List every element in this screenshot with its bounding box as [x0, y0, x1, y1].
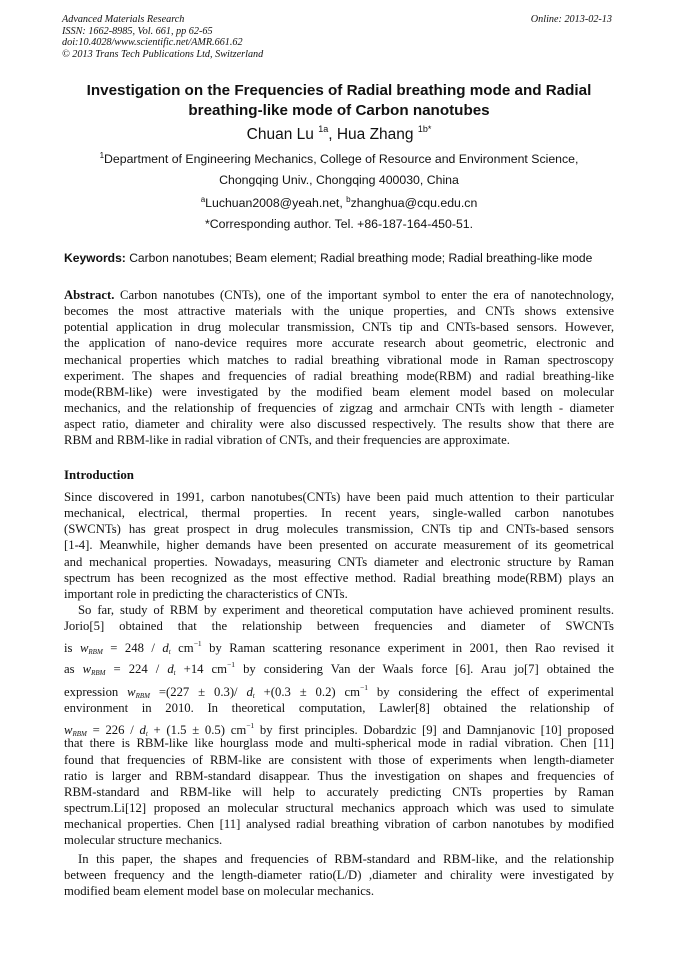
intro-line: spectrum has been recognized as the most effective method. Radial breathing mode(RBM) plays an	[64, 570, 614, 585]
formula-line-2: as $w_{RBM} = 224 / d_t +14$ $cm^{-1}$ by considering Van der Waals force [6]. Arau jo[7] obtained the	[64, 660, 614, 678]
intro-paragraph-2	[64, 602, 614, 848]
author-1-sup: 1a	[318, 124, 329, 134]
intro-line: In this paper, the shapes and frequencies of RBM-standard and RBM-like, and the relationship	[78, 852, 614, 866]
abstract-line: becomes the most attractive materials with the unique properties, and CNTs shows extensive	[64, 304, 614, 319]
abstract-line: aspect ratio, diameter and chirality were also discussed respectively. The results show that there are	[64, 417, 614, 432]
intro-line: environment in 2010. In theoretical computation, Lawler[8] obtained the relationship of	[64, 701, 614, 716]
intro-line: mechanical properties. Chen [11] analysed radial breathing vibration of carbon nanotubes by modified	[64, 817, 614, 832]
intro-line: spectrum.Li[12] proposed an molecular structural mechanics approach which was used to simulate	[64, 800, 614, 815]
paper-title	[40, 81, 638, 120]
title-line-1: Investigation on the Frequencies of Radial breathing mode and Radial	[86, 82, 592, 99]
author-2: Hua Zhang	[336, 126, 414, 143]
formula-line-1: is $w_{RBM} = 248 / d_t$ $cm^{-1}$ by Raman scattering resonance experiment in 2001, then Rao revised it	[64, 639, 614, 657]
abstract-line: Abstract. Carbon nanotubes (CNTs), one of the important symbol to enter the era of nanotechnology,	[64, 288, 614, 302]
formula-jorio: $w_{RBM} = 248 / d_t$ $cm^{-1}$	[79, 639, 202, 657]
formula-line-4: $w_{RBM} = 226 / d_t + (1.5 \pm 0.5)$ $cm^{-1}$ by first principles. Dobardzic [9] and Damnjanovic [10] proposed	[64, 721, 614, 739]
intro-line: RBM-standard and RBM-like will help to accurately predicting CNTs properties by Raman	[64, 784, 614, 799]
intro-line: and mechanical properties. Nowadays, measuring CNTs diameter and electronic structure by Raman	[64, 554, 614, 569]
intro-paragraph-1	[64, 489, 614, 602]
abstract-label: Abstract.	[64, 288, 115, 302]
intro-line: modified beam element model base on molecular mechanics.	[64, 884, 375, 899]
title-line-2: breathing-like mode of Carbon nanotubes	[188, 101, 490, 119]
author-list	[40, 124, 638, 144]
formula-line-3: expression $w_{RBM} =(227 \pm 0.3)/$ $d_t +(0.3 \pm 0.2)$ $cm^{-1}$ by considering the effect of experimental	[64, 683, 614, 701]
intro-line: molecular structure mechanics.	[64, 833, 223, 848]
intro-line: [1-4]. Meanwhile, higher demands have been presented on accurate measurement of its geometrical	[64, 538, 614, 553]
formula-araujo: $w_{RBM} =(227 \pm 0.3)/$ $d_t +(0.3 \pm 0.2)$ $cm^{-1}$	[127, 683, 368, 701]
email-b[interactable]: zhanghua@cqu.edu.cn	[350, 196, 478, 210]
formula-lawler: $w_{RBM} = 226 / d_t + (1.5 \pm 0.5)$ $cm^{-1}$	[64, 721, 255, 739]
affiliation-line-2: Chongqing Univ., Chongqing 400030, China	[219, 173, 459, 187]
email-a[interactable]: Luchuan2008@yeah.net,	[205, 196, 347, 210]
intro-line: that there is RBM-like like hourglass mode and multi-spherical mode in radial vibration. Chen [11]	[64, 736, 614, 751]
journal-name: Advanced Materials Research	[62, 14, 185, 25]
affiliation-line-1: $^1$Department of Engineering Mechanics, College of Resource and Environment Science,	[99, 151, 579, 166]
intro-line: Jorio[5] obtained that the relationship between frequencies and diameter of SWCNTs	[64, 619, 614, 634]
intro-line: Since discovered in 1991, carbon nanotubes(CNTs) have been paid much attention to their particular	[64, 490, 614, 504]
doi: doi:10.4028/www.scientific.net/AMR.661.62	[62, 37, 243, 49]
author-2-sup: 1b*	[417, 124, 432, 134]
intro-line: So far, study of RBM by experiment and theoretical computation have achieved prominent results.	[78, 603, 614, 617]
abstract-line: mode(RBM-like) were investigated by the modified beam element model based on molecular	[64, 384, 614, 399]
keywords-label: Keywords:	[64, 251, 126, 265]
journal-meta	[62, 14, 263, 60]
abstract-line: RBM and RBM-like in radial vibration of CNTs, and their frequencies are approximate.	[64, 433, 510, 448]
abstract-line: experiment. The shapes and frequencies of radial breathing mode(RBM) and radial breathing-like	[64, 368, 614, 383]
online-date: Online: 2013-02-13	[530, 14, 612, 25]
abstract-line: mechanical properties which matches to radial breathing vibrational mode in Raman spectroscopy	[64, 352, 614, 367]
intro-paragraph-3	[64, 851, 614, 899]
abstract-line: mechanics, and the relationship of frequencies of zigzag and armchair CNTs with length - diameter	[64, 400, 614, 415]
intro-line: ratio is larger and RBM-standard disappear. Thus the investigation on shapes and frequencies of	[64, 768, 614, 783]
author-1: Chuan Lu	[246, 126, 314, 143]
issn: ISSN: 1662-8985, Vol. 661, pp 62-65	[62, 25, 213, 37]
formula-rao: $w_{RBM} = 224 / d_t +14$ $cm^{-1}$	[82, 660, 236, 678]
corresponding-author: *Corresponding author. Tel. +86-187-164-450-51.	[204, 217, 474, 231]
keywords	[64, 251, 624, 265]
intro-line: mechanical, electrical, thermal properties. In recent years, single-walled carbon nanotubes	[64, 506, 614, 521]
keywords-text: Carbon nanotubes; Beam element; Radial breathing mode; Radial breathing-like mode	[125, 251, 593, 265]
section-heading-introduction: Introduction	[64, 468, 134, 482]
email-line: $^a$Luchuan2008@yeah.net, $^b$zhanghua@cqu.edu.cn	[200, 195, 478, 210]
copyright: © 2013 Trans Tech Publications Ltd, Switzerland	[62, 48, 264, 60]
abstract	[64, 287, 614, 448]
intro-line: between frequency and the length-diameter ratio(L/D) ,diameter and chirality were investigated by	[64, 868, 614, 883]
abstract-line: the application of nano-device requires more accurate research about geometric, electronic and	[64, 336, 614, 351]
intro-line: (SWCNTs) has great prospect in drug molecules transmission, CNTs tip and CNTs-based sensors	[64, 522, 614, 537]
affiliation-number: 1	[99, 151, 105, 160]
intro-line: found that frequencies of RBM-like are consistent with those of experiments when length-diameter	[64, 752, 614, 767]
abstract-line: potential application in drug molecular transmission, CNTs tip and CNTs-based sensors. However,	[64, 320, 614, 335]
intro-line: important role in predicting the characteristics of CNTs.	[64, 586, 348, 601]
author-separator: ,	[328, 126, 337, 143]
